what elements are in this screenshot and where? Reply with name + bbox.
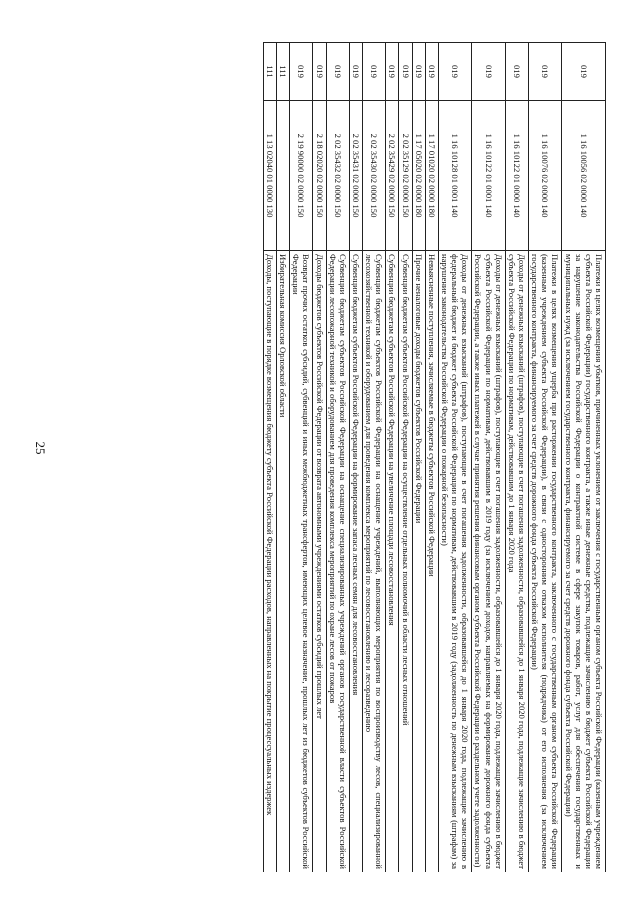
revenue-description-cell: Прочие неналоговые доходы бюджетов субъектов Российской Федерации (412, 251, 425, 873)
table-row (505, 43, 528, 873)
revenue-description-cell: Платежи в целях возмещения убытков, причиненных уклонением от заключения с государственным органом субъекта Российской Федерации (казенным учреждением субъекта Российской Федерации) государственного контракта, а также иные денежные средства, подлежащие зачислению в бюджет субъекта Российской Федерации за нарушение законодательства Российской Федерации о контрактной системе в сфере закупок товаров, работ, услуг для обеспечения государственных и муниципальных нужд (за исключением государственного контракта, финансируемого за счет средств дорожного фонда субъекта Российской Федерации) (562, 251, 606, 873)
revenue-description-cell: Возврат прочих остатков субсидий, субвенций и иных межбюджетных трансфертов, имеющих целевое назначение, прошлых лет из бюджетов субъектов Российской Федерации (290, 251, 313, 873)
revenue-code-cell: 2 02 35430 02 0000 150 (363, 101, 386, 251)
revenue-code-cell: 1 16 10122 01 0001 140 (472, 101, 505, 251)
table-row (399, 43, 412, 873)
table-row (529, 43, 562, 873)
revenue-description-cell: Доходы от денежных взысканий (штрафов), поступающие в счет погашения задолженности, образовавшейся до 1 января 2020 года, подлежащие зачислению в федеральный бюджет и бюджет субъекта Российской Федерации по нормативам, действовавшим в 2019 году (задолженность по денежным взысканиям (штрафам) за нарушение законодательства Российской Федерации о пожарной безопасности) (438, 251, 471, 873)
admin-code-cell: 019 (326, 43, 349, 101)
admin-code-cell: 019 (386, 43, 399, 101)
admin-code-cell: 019 (349, 43, 362, 101)
revenue-description-cell: Субвенции бюджетам субъектов Российской Федерации на осуществление отдельных полномочий в области лесных отношений (399, 251, 412, 873)
revenue-code-cell: 2 02 35432 02 0000 150 (326, 101, 349, 251)
table-row (472, 43, 505, 873)
admin-code-cell: 111 (263, 43, 276, 101)
admin-code-cell: 019 (313, 43, 326, 101)
revenue-description-cell: Субвенции бюджетам субъектов Российской Федерации на оснащение учреждений, выполняющих мероприятия по воспроизводству лесов, специализированной лесохозяйственной техникой и оборудованием для проведения комплекса мероприятий по лесовосстановлению и лесоразведению (363, 251, 386, 873)
admin-code-cell: 019 (505, 43, 528, 101)
admin-code-cell: 019 (425, 43, 438, 101)
table-row (425, 43, 438, 873)
revenue-description-cell: Доходы от денежных взысканий (штрафов), поступающие в счет погашения задолженности, образовавшейся до 1 января 2020 года, подлежащие зачислению в бюджет субъекта Российской Федерации по нормативам, действовавшим до 1 января 2020 года (505, 251, 528, 873)
table-row (412, 43, 425, 873)
admin-code-cell: 019 (562, 43, 606, 101)
admin-code-cell: 019 (438, 43, 471, 101)
revenue-code-cell: 2 02 35429 02 0000 150 (386, 101, 399, 251)
revenue-description-cell: Субвенции бюджетам субъектов Российской Федерации на увеличение площади лесовосстановления (386, 251, 399, 873)
revenue-description-cell: Субвенции бюджетам субъектов Российской Федерации на формирование запаса лесных семян для лесовосстановления (349, 251, 362, 873)
revenue-code-cell (277, 101, 290, 251)
table-row (277, 43, 290, 873)
table-row (363, 43, 386, 873)
revenue-code-cell: 2 02 35129 02 0000 150 (399, 101, 412, 251)
table-row (386, 43, 399, 873)
table-row (562, 43, 606, 873)
table-row (438, 43, 471, 873)
revenue-description-cell: Невыясненные поступления, зачисляемые в бюджеты субъектов Российской Федерации (425, 251, 438, 873)
table-row (290, 43, 313, 873)
table-row (313, 43, 326, 873)
admin-code-cell: 019 (290, 43, 313, 101)
revenue-description-cell: Избирательная комиссия Орловской области (277, 251, 290, 873)
table-row (349, 43, 362, 873)
table-viewport (68, 42, 606, 872)
admin-code-cell: 019 (472, 43, 505, 101)
rotated-table-container (68, 42, 606, 872)
revenue-code-cell: 2 19 90000 02 0000 150 (290, 101, 313, 251)
revenue-description-cell: Доходы от денежных взысканий (штрафов), поступающие в счет погашения задолженности, образовавшейся до 1 января 2020 года, подлежащие зачислению в бюджет субъекта Российской Федерации по нормативам, действовавшим в 2019 году (за исключением доходов, направляемых на формирование дорожного фонда субъекта Российской Федерации, а также иных платежей в случае принятия решения финансовым органом субъекта Российской Федерации о раздельном учете задолженности) (472, 251, 505, 873)
page-number: 25 (33, 441, 48, 455)
admin-code-cell: 111 (277, 43, 290, 101)
revenue-code-cell: 1 16 10056 02 0000 140 (562, 101, 606, 251)
revenue-code-cell: 2 18 02020 02 0000 150 (313, 101, 326, 251)
table-row (263, 43, 276, 873)
revenue-code-cell: 1 17 01020 02 0000 180 (425, 101, 438, 251)
admin-code-cell: 019 (363, 43, 386, 101)
admin-code-cell: 019 (529, 43, 562, 101)
revenue-codes-table (263, 42, 606, 872)
revenue-description-cell: Доходы, поступающие в порядке возмещения бюджету субъекта Российской Федерации расходов, направленных на покрытие процессуальных издержек (263, 251, 276, 873)
table-body (263, 43, 605, 873)
admin-code-cell: 019 (399, 43, 412, 101)
revenue-code-cell: 1 16 10128 01 0001 140 (438, 101, 471, 251)
table-row (326, 43, 349, 873)
revenue-description-cell: Платежи в целях возмещения ущерба при расторжении государственного контракта, заключенного с государственным органом субъекта Российской Федерации (казенным учреждением субъекта Российской Федерации), в связи с односторонним отказом исполнителя (подрядчика) от его исполнения (за исключением государственного контракта, финансируемого за счет средств дорожного фонда субъекта Российской Федерации) (529, 251, 562, 873)
revenue-code-cell: 1 16 10076 02 0000 140 (529, 101, 562, 251)
revenue-description-cell: Доходы бюджетов субъектов Российской Федерации от возврата автономными учреждениями остатков субсидий прошлых лет (313, 251, 326, 873)
revenue-code-cell: 1 13 02040 01 0000 130 (263, 101, 276, 251)
revenue-code-cell: 1 17 05020 02 0000 180 (412, 101, 425, 251)
revenue-code-cell: 2 02 35431 02 0000 150 (349, 101, 362, 251)
admin-code-cell: 019 (412, 43, 425, 101)
revenue-code-cell: 1 16 10122 01 0000 140 (505, 101, 528, 251)
revenue-description-cell: Субвенции бюджетам субъектов Российской Федерации на оснащение специализированных учреждений органов государственной власти субъектов Российской Федерации лесопожарной техникой и оборудованием для проведения комплекса мероприятий по охране лесов от пожаров (326, 251, 349, 873)
